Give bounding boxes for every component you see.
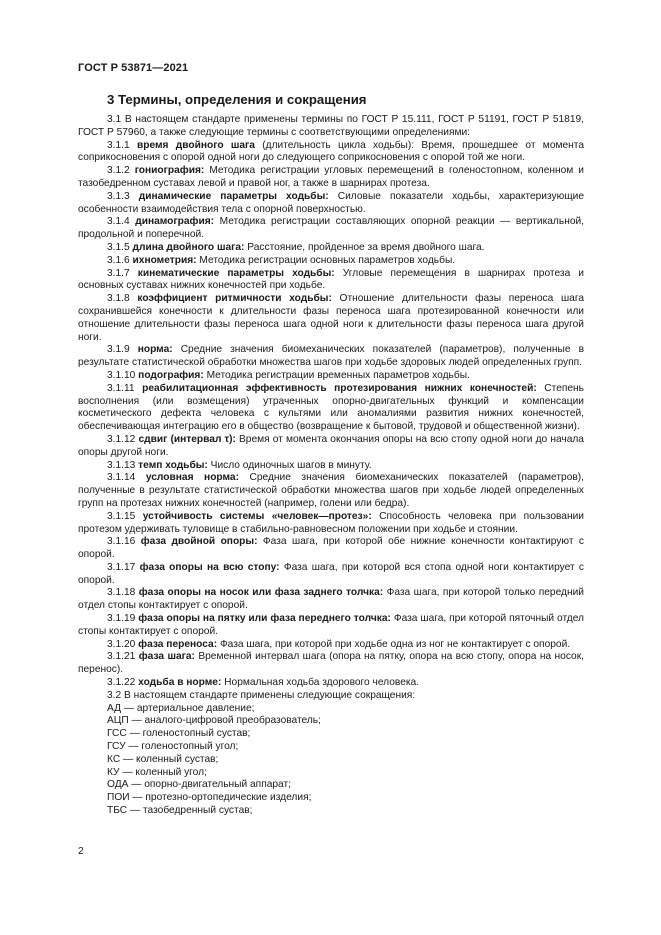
term-name: кинематические параметры ходьбы: <box>137 267 335 279</box>
term-number: 3.1.4 <box>107 216 130 228</box>
term-text: Средние значения биомеханических показателей (параметров), полученные в результате статистической обработки множества шагов при ходьбе здоровых людей определенных групп. <box>78 344 584 369</box>
term-text: Методика регистрации временных параметров ходьбы. <box>203 369 470 381</box>
abbreviation-item: ГСУ — голеностопный угол; <box>107 741 239 753</box>
term-name: гониография: <box>134 165 205 177</box>
section-title: 3 Термины, определения и сокращения <box>107 92 367 107</box>
document-code: ГОСТ Р 53871—2021 <box>78 62 189 74</box>
abbreviation-item: АЦП — аналого-цифровой преобразователь; <box>107 715 321 727</box>
term-definition <box>78 293 584 344</box>
term-definition <box>78 344 584 370</box>
intro-paragraph: 3.1 В настоящем стандарте применены термины по ГОСТ Р 15.111, ГОСТ Р 51191, ГОСТ Р 51819, ГОСТ Р 57960, а также следующие термины с соответствующими определениями: <box>78 114 584 138</box>
term-text: Степень восполнения (или возмещения) утраченных опорно-двигательных функций и компенсации косметического дефекта человека с культями или аномалиями развития нижних конечностей, обеспечивающая интеграцию его в общество (возвращение к бытовой, трудовой и общественной жизни). <box>78 382 584 433</box>
term-text: Методика регистрации основных параметров ходьбы. <box>196 254 456 266</box>
term-definition <box>78 651 584 677</box>
term-text: Методика регистрации составляющих опорной реакции — вертикальной, продольной и поперечной. <box>78 216 585 241</box>
abbreviation-item: ГСС — голеностопный сустав; <box>107 728 251 740</box>
term-definition <box>78 383 584 434</box>
term-name: время двойного шага <box>136 139 255 151</box>
term-text: Фаза шага, при которой обе нижние конечности контактируют с опорой. <box>78 536 584 561</box>
term-name: ихнометрия: <box>132 254 197 266</box>
term-number: 3.1.5 <box>107 241 130 253</box>
term-text: Методика регистрации угловых перемещений в голеностопном, коленном и тазобедренном суставах левой и правой ног, а также в шарнирах протеза. <box>78 165 584 189</box>
term-definition <box>78 460 584 473</box>
term-name: коэффициент ритмичности ходьбы: <box>137 293 332 305</box>
term-number: 3.1.16 <box>107 536 136 548</box>
term-name: ходьба в норме: <box>138 677 222 689</box>
term-name: фаза опоры на пятку или фаза переднего толчка: <box>138 613 391 625</box>
abbreviation-item: ПОИ — протезно-ортопедические изделия; <box>107 792 312 804</box>
term-number: 3.1.20 <box>107 638 136 650</box>
document-body <box>78 114 584 818</box>
abbreviation-item: КУ — коленный угол; <box>107 766 207 778</box>
term-definition <box>78 587 584 613</box>
term-text: Фаза шага, при которой вся стопа одной ноги контактирует с опорой. <box>78 561 584 586</box>
term-definition <box>78 370 584 383</box>
term-definition <box>78 472 584 510</box>
term-definition <box>78 434 584 460</box>
term-name: подография: <box>138 369 204 381</box>
abbreviation-item: ТБС — тазобедренный сустав; <box>107 805 253 817</box>
term-text: Силовые показатели ходьбы, характеризующие особенности взаимодействия тела с опорной поверхностью. <box>78 190 584 215</box>
abbreviation-item: АД — артериальное давление; <box>107 702 255 714</box>
term-name: фаза переноса: <box>138 638 218 650</box>
term-number: 3.1.8 <box>107 293 130 305</box>
term-definition <box>78 511 584 537</box>
term-name: динамические параметры ходьбы: <box>138 190 329 202</box>
term-number: 3.1.10 <box>107 369 136 381</box>
term-name: фаза опоры на носок или фаза заднего толчка: <box>138 587 384 599</box>
term-definition <box>78 639 584 652</box>
term-number: 3.1.6 <box>107 254 130 266</box>
term-name: фаза двойной опоры: <box>140 536 258 548</box>
abbreviation-item: КС — коленный сустав; <box>107 753 219 765</box>
abbreviations-intro: 3.2 В настоящем стандарте применены следующие сокращения: <box>107 689 416 701</box>
term-number: 3.1.18 <box>107 587 136 599</box>
term-number: 3.1.19 <box>107 613 136 625</box>
term-number: 3.1.1 <box>107 139 130 151</box>
term-text: Угловые перемещения в шарнирах протеза и основных суставах нижних конечностей при ходьбе. <box>78 267 584 292</box>
term-text: (длительность цикла ходьбы): Время, прошедшее от момента соприкосновения с опорой одной ноги до следующего соприкосновения с опорой той же ноги. <box>78 139 584 164</box>
term-definition <box>78 140 584 166</box>
page-number: 2 <box>78 846 84 857</box>
term-number: 3.1.17 <box>107 561 136 573</box>
term-number: 3.1.2 <box>107 165 130 177</box>
term-text: Фаза шага, при которой пяточный отдел стопы контактирует с опорой. <box>78 613 584 637</box>
term-definition <box>78 613 584 639</box>
term-text: Средние значения биомеханических показателей (параметров), полученные в результате статистической обработки множества шагов при ходьбе людей определенных групп на протезах нижних конечностей (например, голени или бедра). <box>78 472 584 509</box>
term-definition <box>78 255 584 268</box>
term-text: Способность человека при пользовании протезом удерживать туловище в стабильно-равновесном положении при ходьбе и стоянии. <box>78 510 584 535</box>
term-text: Число одиночных шагов в минуту. <box>207 459 372 471</box>
term-text: Фаза шага, при которой при ходьбе одна из ног не контактирует с опорой. <box>217 638 571 650</box>
abbreviations-list <box>78 703 584 818</box>
term-name: динамография: <box>135 216 215 228</box>
term-name: фаза опоры на всю стопу: <box>139 561 280 573</box>
term-text: Время от момента окончания опоры на всю стопу одной ноги до начала опоры другой ноги. <box>78 433 584 458</box>
term-name: сдвиг (интервал τ): <box>138 433 236 445</box>
term-definition <box>78 165 584 191</box>
term-name: условная норма: <box>145 472 239 484</box>
term-number: 3.1.22 <box>107 677 136 689</box>
term-number: 3.1.14 <box>107 472 136 484</box>
term-definition <box>78 242 584 255</box>
term-definition <box>78 268 584 294</box>
term-number: 3.1.21 <box>107 651 136 663</box>
term-text: Отношение длительности фазы переноса шага сохранившейся конечности к длительности фазы переноса шага протезированной конечности или отношение длительности фазы переноса шага одной ноги к длительности фазы переноса шага другой ноги. <box>78 293 584 343</box>
term-number: 3.1.13 <box>107 459 136 471</box>
term-name: фаза шага: <box>138 651 195 663</box>
term-name: норма: <box>137 344 173 356</box>
abbreviation-item: ОДА — опорно-двигательный аппарат; <box>107 779 291 791</box>
term-name: темп ходьбы: <box>138 459 208 471</box>
term-number: 3.1.12 <box>107 433 136 445</box>
term-number: 3.1.11 <box>107 382 135 394</box>
term-number: 3.1.3 <box>107 190 130 202</box>
term-number: 3.1.7 <box>107 267 130 279</box>
term-definition <box>78 536 584 562</box>
term-definition <box>78 191 584 217</box>
terms-list <box>78 140 584 690</box>
term-number: 3.1.9 <box>107 344 130 356</box>
term-number: 3.1.15 <box>107 510 136 522</box>
term-definition <box>78 216 584 242</box>
term-text: Расстояние, пройденное за время двойного шага. <box>244 241 485 253</box>
term-definition <box>78 677 584 690</box>
term-name: реабилитационная эффективность протезирования нижних конечностей: <box>142 382 537 394</box>
term-name: устойчивость системы «человек—протез»: <box>142 510 372 522</box>
term-text: Временной интервал шага (опора на пятку, опора на всю стопу, опора на носок, перенос). <box>78 651 584 676</box>
term-definition <box>78 562 584 588</box>
term-name: длина двойного шага: <box>132 241 245 253</box>
term-text: Фаза шага, при которой только передний отдел стопы контактирует с опорой. <box>78 587 584 612</box>
term-text: Нормальная ходьба здорового человека. <box>221 677 420 689</box>
